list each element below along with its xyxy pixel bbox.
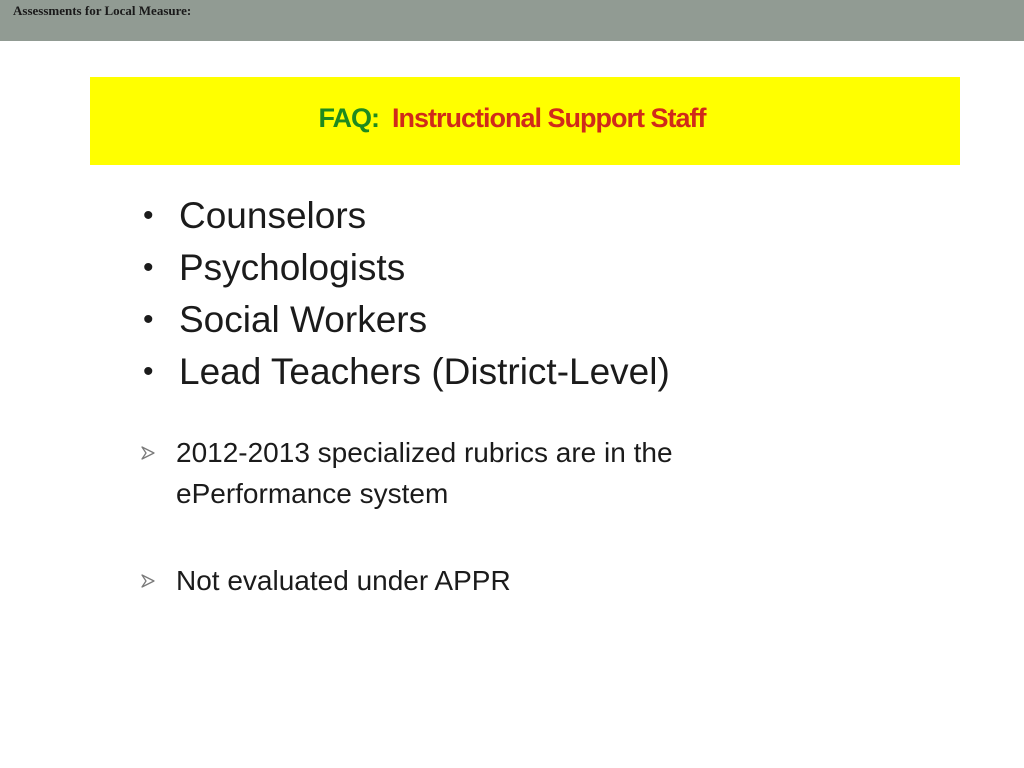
list-item-label: Counselors (179, 195, 367, 236)
list-item (143, 190, 670, 242)
header-band (0, 0, 1024, 41)
bullet-dot-icon: • (143, 251, 154, 284)
header-title: Assessments for Local Measure: (13, 3, 192, 18)
list-item (143, 242, 670, 294)
list-item-label: Social Workers (179, 299, 428, 340)
list-item-label: Psychologists (179, 247, 406, 288)
arrow-right-icon (140, 445, 156, 461)
bullet-dot-icon: • (143, 355, 154, 388)
bullet-dot-icon: • (143, 199, 154, 232)
sub-point-item (140, 560, 840, 601)
list-item (143, 294, 670, 346)
slide-title (0, 103, 1024, 134)
sub-point-item (140, 432, 840, 514)
bullet-list (143, 190, 670, 398)
sub-point-list (140, 432, 840, 601)
title-main: Instructional Support Staff (392, 103, 706, 133)
list-item (143, 346, 670, 398)
title-prefix: FAQ: (318, 103, 379, 133)
sub-point-label: Not evaluated under APPR (176, 565, 511, 596)
arrow-right-icon (140, 573, 156, 589)
list-item-label: Lead Teachers (District-Level) (179, 351, 670, 392)
sub-point-label: 2012-2013 specialized rubrics are in the ePerformance system (176, 437, 673, 509)
bullet-dot-icon: • (143, 303, 154, 336)
